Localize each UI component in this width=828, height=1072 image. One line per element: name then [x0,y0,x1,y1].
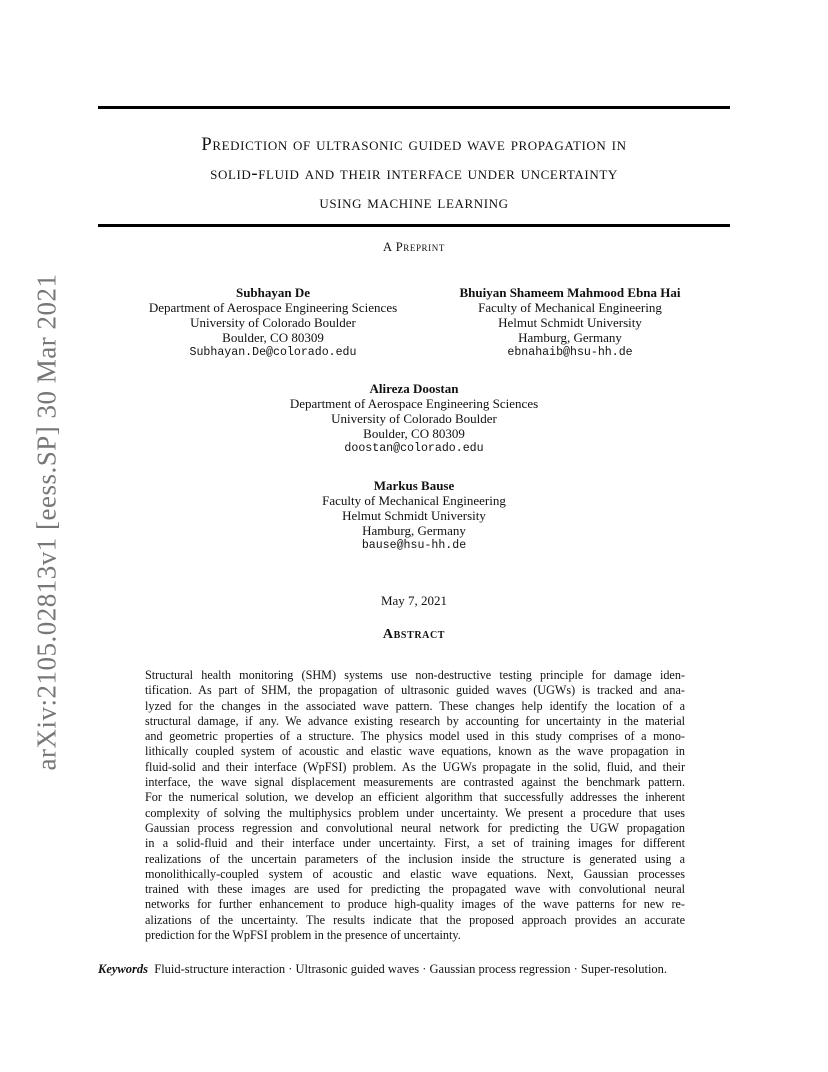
abstract-line: alizations of the uncertainty. The results indicate that the proposed approach provides an accurate [145,912,685,927]
author-affiliation: Department of Aerospace Engineering Sciences [289,396,539,411]
abstract-line: structural damage, if any. We advance existing research by accounting for uncertainty in the material [145,713,685,728]
keywords-text: Fluid-structure interaction · Ultrasonic guided waves · Gaussian process regression · Super-resolution. [154,962,668,976]
author-email: ebnahaib@hsu-hh.de [507,346,633,359]
abstract-line: networks for further enhancement to produce high-quality images of the wave patterns for new re- [145,897,685,912]
author-affiliation: Faculty of Mechanical Engineering [322,493,506,508]
author-email: bause@hsu-hh.de [361,539,467,552]
author-email: doostan@colorado.edu [344,442,484,455]
abstract-line: tification. As part of SHM, the propagation of ultrasonic guided waves (UGWs) is tracked and ana- [145,683,685,698]
author-name: Subhayan De [235,285,311,300]
arxiv-identifier-sidebar: arXiv:2105.02813v1 [eess.SP] 30 Mar 2021 [31,273,62,771]
preprint-label: A Preprint [383,240,445,254]
publication-date: May 7, 2021 [380,593,448,608]
author-email: Subhayan.De@colorado.edu [189,346,357,359]
abstract-line: monolithically-coupled system of acoustic and elastic wave equations. Next, Gaussian processes [145,866,685,881]
title-rule-top [98,106,730,109]
author-affiliation: Faculty of Mechanical Engineering [478,300,662,315]
author-affiliation: Hamburg, Germany [518,330,622,345]
author-affiliation: Helmut Schmidt University [342,508,486,523]
abstract-line: complexity of solving the multiphysics problem under uncertainty. We present a procedure that uses [145,805,685,820]
keywords-label: Keywords [98,962,148,976]
abstract-line: prediction for the WpFSI problem in the presence of uncertainty. [145,928,461,943]
author-affiliation: Department of Aerospace Engineering Sciences [148,300,398,315]
keywords [98,962,667,977]
abstract-body [145,668,685,943]
title-line: Prediction of ultrasonic guided wave propagation in [201,134,627,155]
paper-title [98,130,730,217]
abstract-heading: Abstract [382,627,446,642]
title-line: using machine learning [319,192,509,213]
author-name: Alireza Doostan [369,381,459,396]
author-affiliation: University of Colorado Boulder [190,315,356,330]
abstract-line: Structural health monitoring (SHM) systems use non-destructive testing principle for damage iden- [145,668,685,682]
author-affiliation: Hamburg, Germany [362,523,466,538]
abstract-line: and geometric properties of a structure. The physics model used in this study comprises of a mono- [145,729,685,744]
author-affiliation: University of Colorado Boulder [331,411,497,426]
abstract-line: lithically coupled system of acoustic and elastic wave equations, known as the wave propagation in [145,744,685,759]
title-line: solid-fluid and their interface under uncertainty [210,163,618,184]
abstract-line: interface, the wave signal displacement measurements are contrasted against the benchmark pattern. [145,775,685,790]
author-affiliation: Boulder, CO 80309 [222,330,324,345]
author-name: Bhuiyan Shameem Mahmood Ebna Hai [459,285,681,300]
author-block [244,478,584,553]
abstract-line: in a solid-fluid and their interface under uncertainty. First, a set of training images for different [145,836,685,851]
author-block [244,381,584,456]
author-affiliation: Helmut Schmidt University [498,315,642,330]
author-block [143,285,403,360]
author-name: Markus Bause [373,478,455,493]
abstract-line: realizations of the uncertain parameters of the inclusion inside the structure is generated using a [145,851,685,866]
title-rule-bottom [98,224,730,227]
abstract-line: lyzed for the changes in the associated wave pattern. These changes help identify the location of a [145,698,685,713]
abstract-line: fluid-solid and their interface (WpFSI) problem. As the UGWs propagate in the solid, fluid, and their [145,759,685,774]
abstract-line: For the numerical solution, we develop an efficient algorithm that successfully addresses the inherent [145,790,685,805]
abstract-line: Gaussian process regression and convolutional neural network for predicting the UGW propagation [145,820,685,835]
author-block [448,285,692,360]
author-affiliation: Boulder, CO 80309 [363,426,465,441]
abstract-line: trained with these images are used for predicting the propagated wave with convolutional neural [145,882,685,897]
